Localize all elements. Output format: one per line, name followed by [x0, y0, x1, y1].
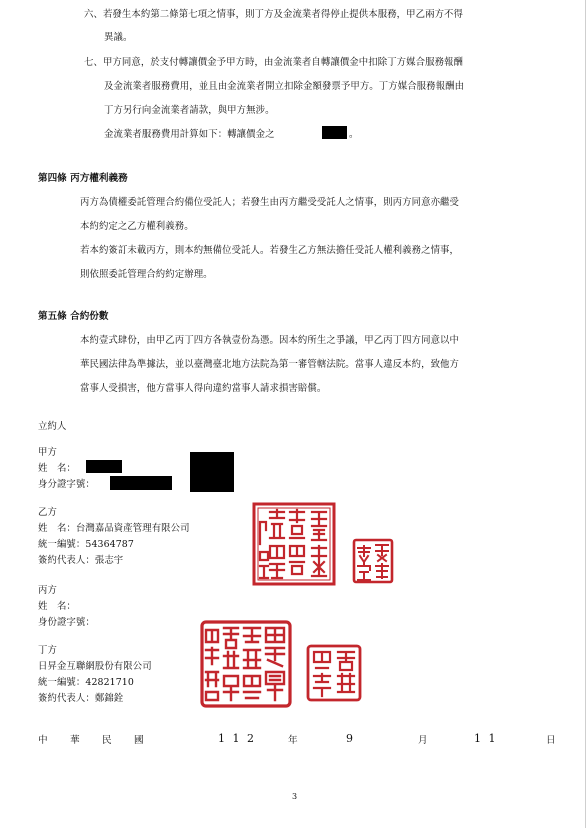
signatories-heading: 立約人 — [38, 421, 67, 432]
party-d-rep-row — [38, 692, 123, 705]
party-d-tax-id-label: 統一編號： — [38, 677, 86, 688]
article-5-line-3: 當事人受損害，他方當事人得向違約當事人請求損害賠償。 — [80, 383, 327, 394]
date-char-1: 中 — [38, 735, 48, 746]
date-year: 1 1 2 — [218, 732, 256, 745]
article-5-line-1: 本約壹式肆份，由甲乙丙丁四方各執壹份為憑。因本約所生之爭議，甲乙丙丁四方同意以中 — [80, 335, 460, 346]
party-b-name-label: 姓 名： — [38, 523, 76, 534]
party-b-rep-label: 簽約代表人： — [38, 555, 95, 566]
party-a-id-label: 身分證字號： — [38, 479, 95, 490]
party-a-name-label: 姓 名： — [38, 463, 76, 474]
article-5-title: 第五條 合約份數 — [38, 311, 109, 322]
party-b-tax-id-row — [38, 538, 134, 551]
article-4-p1-line-2: 本約約定之乙方權利義務。 — [80, 221, 194, 232]
party-b-tax-id-value: 54364787 — [85, 539, 134, 550]
party-b-personal-seal — [352, 538, 394, 584]
clause-7-line-1: 七、甲方同意，於支付轉讓價金予甲方時，由金流業者自轉讓價金中扣除丁方媒合服務報酬 — [84, 57, 464, 68]
redaction-box — [110, 476, 172, 490]
date-char-2: 華 — [70, 735, 80, 746]
party-d-tax-id-value: 42821710 — [85, 677, 134, 688]
fee-formula-end: 。 — [349, 129, 359, 140]
party-b-rep-row — [38, 554, 123, 567]
article-4-p2-line-2: 則依照委託管理合約約定辦理。 — [80, 269, 213, 280]
party-d-tax-id-row — [38, 676, 134, 689]
party-a-label: 甲方 — [38, 447, 57, 458]
party-b-company-seal — [252, 502, 336, 586]
redaction-box — [322, 126, 347, 139]
date-month: 9 — [346, 732, 353, 745]
date-year-unit: 年 — [288, 735, 298, 746]
party-b-rep-value: 張志宇 — [94, 555, 124, 566]
clause-6-line-2: 異議。 — [104, 32, 133, 43]
article-4-p2-line-1: 若本約簽訂未載丙方，則本約無備位受託人。若發生乙方無法擔任受託人權利義務之情事， — [80, 245, 460, 256]
party-d-personal-seal — [306, 644, 362, 702]
clause-6-line-1: 六、若發生本約第二條第七項之情事，則丁方及金流業者得停止提供本服務，甲乙兩方不得 — [84, 9, 464, 20]
article-5-line-2: 華民國法律為準據法，並以臺灣臺北地方法院為第一審管轄法院。當事人違反本約，致他方 — [80, 359, 460, 370]
party-b-label: 乙方 — [38, 507, 57, 518]
party-b-name-row — [38, 522, 190, 535]
fee-formula: 金流業者服務費用計算如下：轉讓價金之 — [104, 129, 275, 140]
date-day: 1 1 — [474, 732, 498, 745]
page-number: 3 — [292, 792, 298, 801]
party-d-company-seal — [200, 620, 292, 708]
clause-7-line-2: 及金流業者服務費用，並且由金流業者開立扣除金額發票予甲方。丁方媒合服務報酬由 — [104, 81, 465, 92]
clause-7-line-3: 丁方另行向金流業者請款，與甲方無涉。 — [104, 105, 275, 116]
party-b-tax-id-label: 統一編號： — [38, 539, 86, 550]
party-c-name-label: 姓 名： — [38, 601, 76, 612]
date-month-unit: 月 — [418, 735, 428, 746]
date-char-4: 國 — [134, 735, 144, 746]
party-d-company: 日昇金互聯網股份有限公司 — [38, 661, 152, 672]
redaction-box — [190, 452, 234, 492]
party-c-id-label: 身份證字號： — [38, 617, 95, 628]
party-d-rep-value: 鄭錦銓 — [94, 693, 124, 704]
party-b-name-value: 台灣嘉品資產管理有限公司 — [75, 523, 190, 534]
party-d-rep-label: 簽約代表人： — [38, 693, 95, 704]
date-char-3: 民 — [102, 735, 112, 746]
party-c-label: 丙方 — [38, 585, 57, 596]
article-4-p1-line-1: 丙方為債權委託管理合約備位受託人；若發生由丙方繼受受託人之情事，則丙方同意亦繼受 — [80, 197, 460, 208]
article-4-title: 第四條 丙方權利義務 — [38, 173, 128, 184]
redaction-box — [86, 460, 122, 473]
date-day-unit: 日 — [546, 735, 556, 746]
party-d-label: 丁方 — [38, 645, 57, 656]
